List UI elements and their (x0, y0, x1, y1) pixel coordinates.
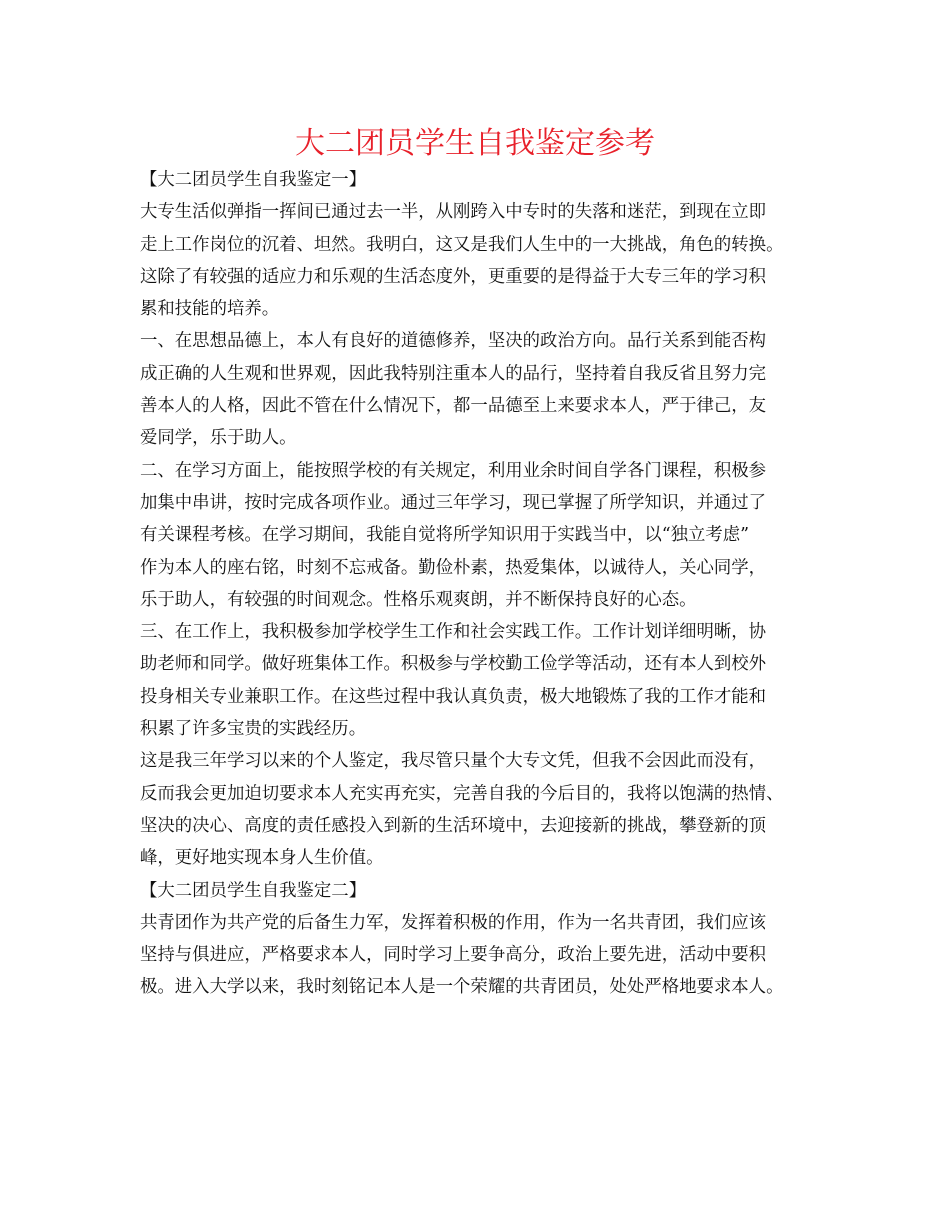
document-title: 大二团员学生自我鉴定参考 (295, 126, 655, 161)
body-line: 极。进入大学以来，我时刻铭记本人是一个荣耀的共青团员，处处严格地要求本人。 (140, 977, 784, 998)
body-line: 投身相关专业兼职工作。在这些过程中我认真负责，极大地锻炼了我的工作才能和 (140, 686, 767, 707)
body-line: 三、在工作上，我积极参加学校学生工作和社会实践工作。工作计划详细明晰，协 (140, 622, 767, 643)
body-line: 大专生活似弹指一挥间已通过去一半，从刚跨入中专时的失落和迷茫，到现在立即 (140, 202, 767, 223)
body-line: 累和技能的培养。 (140, 299, 280, 320)
body-line: 有关课程考核。在学习期间，我能自觉将所学知识用于实践当中，以“独立考虑” (140, 525, 750, 546)
body-line: 这是我三年学习以来的个人鉴定，我尽管只量个大专文凭，但我不会因此而没有， (140, 751, 767, 772)
body-line: 峰，更好地实现本身人生价值。 (140, 848, 384, 869)
document-body (140, 164, 820, 1004)
body-line: 积累了许多宝贵的实践经历。 (140, 719, 367, 740)
body-line: 共青团作为共产党的后备生力军，发挥着积极的作用，作为一名共青团，我们应该 (140, 912, 767, 933)
body-line: 坚决的决心、高度的责任感投入到新的生活环境中，去迎接新的挑战，攀登新的顶 (140, 815, 767, 836)
body-line: 善本人的人格，因此不管在什么情况下，都一品德至上来要求本人，严于律己，友 (140, 396, 767, 417)
body-line: 一、在思想品德上，本人有良好的道德修养，坚决的政治方向。品行关系到能否构 (140, 331, 767, 352)
body-line: 这除了有较强的适应力和乐观的生活态度外，更重要的是得益于大专三年的学习积 (140, 266, 767, 287)
body-line: 走上工作岗位的沉着、坦然。我明白，这又是我们人生中的一大挑战，角色的转换。 (140, 234, 784, 255)
body-line: 坚持与俱进应，严格要求本人，同时学习上要争高分，政治上要先进，活动中要积 (140, 945, 767, 966)
body-line: 反而我会更加迫切要求本人充实再充实，完善自我的今后目的，我将以饱满的热情、 (140, 783, 784, 804)
body-line: 助老师和同学。做好班集体工作。积极参与学校勤工俭学等活动，还有本人到校外 (140, 654, 767, 675)
body-line: 乐于助人，有较强的时间观念。性格乐观爽朗，并不断保持良好的心态。 (140, 589, 697, 610)
body-line: 成正确的人生观和世界观，因此我特别注重本人的品行，坚持着自我反省且努力完 (140, 363, 767, 384)
body-line: 二、在学习方面上，能按照学校的有关规定，利用业余时间自学各门课程，积极参 (140, 460, 767, 481)
body-line: 作为本人的座右铭，时刻不忘戒备。勤俭朴素，热爱集体，以诚待人，关心同学， (140, 557, 767, 578)
body-line: 加集中串讲，按时完成各项作业。通过三年学习，现已掌握了所学知识，并通过了 (140, 492, 767, 513)
body-line: 爱同学，乐于助人。 (140, 428, 297, 449)
body-line: 【大二团员学生自我鉴定一】 (140, 170, 367, 190)
body-line: 【大二团员学生自我鉴定二】 (140, 880, 367, 901)
